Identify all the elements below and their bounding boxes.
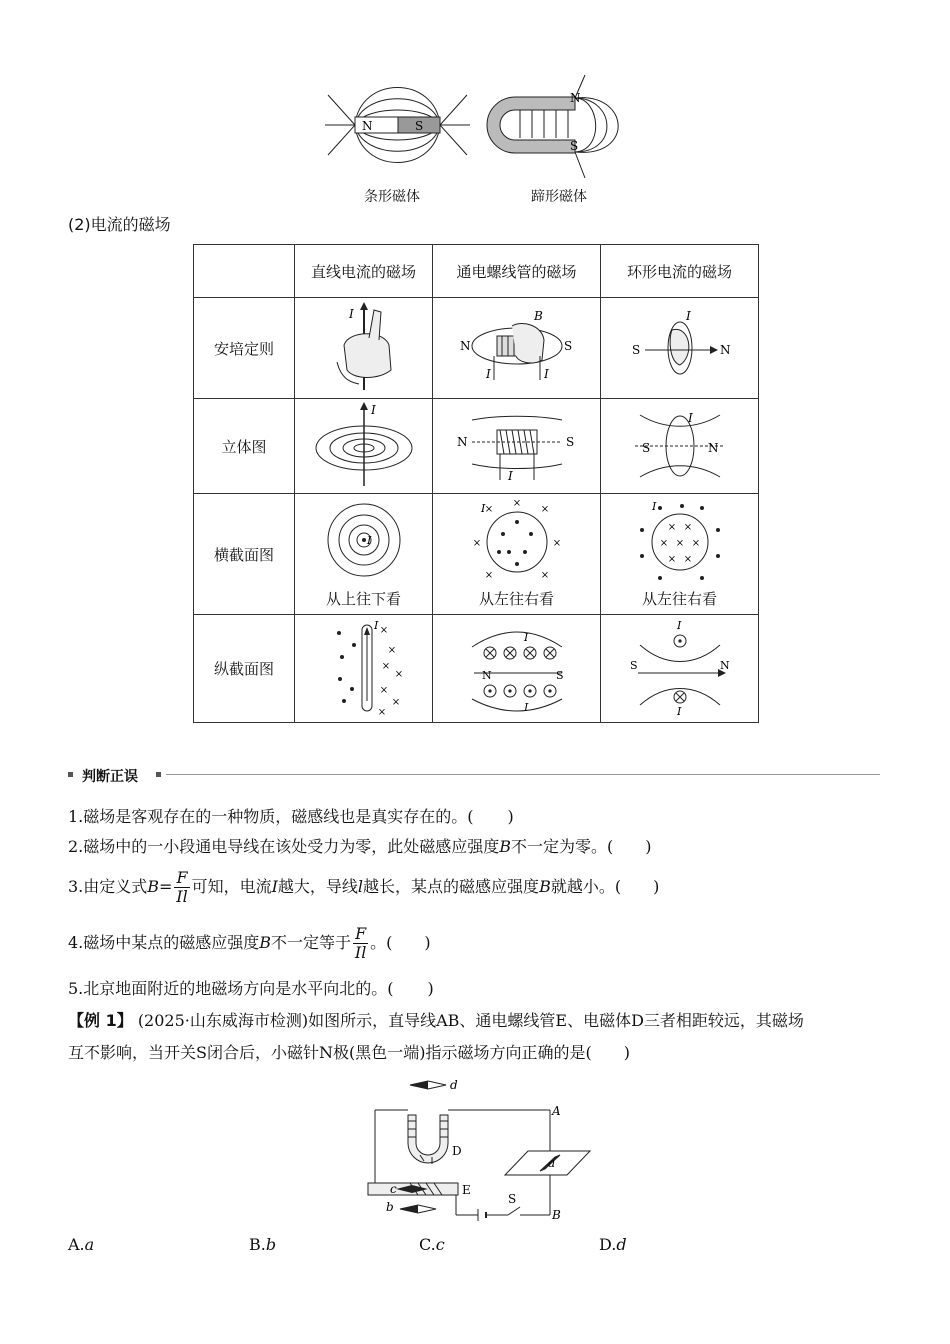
compass-d-label: d xyxy=(450,1078,458,1092)
bar-magnet-caption: 条形磁体 xyxy=(364,189,420,205)
straight-cross-diagram xyxy=(319,500,409,580)
svg-text:×: × xyxy=(391,696,400,708)
solenoid-s-label: S xyxy=(563,339,572,353)
solenoid-long-diagram xyxy=(452,617,582,717)
svg-text:×: × xyxy=(379,624,388,636)
solenoid-i-label-left: I xyxy=(485,367,491,381)
straight-long-cell xyxy=(295,615,433,723)
section-bullet-icon xyxy=(68,772,73,777)
fraction-f-over-il: $\frac{F}{Il}$ xyxy=(354,924,367,962)
loop-long-n-label: N xyxy=(719,658,730,672)
section-divider xyxy=(166,774,880,775)
row-label-3d-view: 立体图 xyxy=(194,399,295,494)
straight-3d-i-label: I xyxy=(370,403,376,417)
horseshoe-magnet-diagram xyxy=(487,75,618,178)
loop-i-label: I xyxy=(685,309,691,323)
loop-long-cell xyxy=(601,615,759,723)
svg-text:×: × xyxy=(472,537,481,549)
solenoid-n-label: N xyxy=(459,339,470,353)
straight-cross-cell xyxy=(295,494,433,615)
loop-hand-diagram xyxy=(620,300,740,392)
solenoid-3d-i-label: I xyxy=(507,469,513,483)
table-header-loop: 环形电流的磁场 xyxy=(601,245,759,298)
horseshoe-n-label: N xyxy=(570,91,581,105)
judgment-item: 2.磁场中的一小段通电导线在该处受力为零，此处磁感应强度B不一定为零。( ) xyxy=(68,837,652,856)
option-a[interactable]: A.a xyxy=(68,1235,95,1254)
loop-long-i-label-bottom: I xyxy=(676,704,681,717)
row-label-cross-section: 横截面图 xyxy=(194,494,295,615)
magnet-figures xyxy=(320,70,640,205)
loop-long-s-label: S xyxy=(629,658,638,672)
straight-long-diagram xyxy=(314,617,414,717)
compass-a-label: a xyxy=(548,1156,556,1170)
solenoid-3d-cell xyxy=(433,399,601,494)
straight-i-label: I xyxy=(348,307,354,321)
svg-text:×: × xyxy=(540,503,549,515)
svg-text:×: × xyxy=(691,537,700,549)
svg-text:×: × xyxy=(379,684,388,696)
solenoid-long-n-label: N xyxy=(481,668,492,682)
point-a-label: A xyxy=(552,1104,561,1118)
solenoid-cross-cell xyxy=(433,494,601,615)
svg-text:×: × xyxy=(394,668,403,680)
solenoid-e-label: E xyxy=(462,1183,471,1197)
svg-text:×: × xyxy=(540,569,549,580)
bar-magnet-diagram xyxy=(325,88,470,163)
straight-cross-caption: 从上往下看 xyxy=(325,589,401,608)
svg-text:×: × xyxy=(552,537,561,549)
svg-text:×: × xyxy=(675,537,684,549)
solenoid-i-label-right: I xyxy=(543,367,549,381)
compass-c-label: c xyxy=(390,1182,397,1196)
loop-long-i-label-top: I xyxy=(676,618,681,632)
example-line-2: 互不影响，当开关S闭合后，小磁针N极(黑色一端)指示磁场方向正确的是( ) xyxy=(68,1043,630,1062)
solenoid-3d-s-label: S xyxy=(565,435,574,449)
svg-text:×: × xyxy=(667,521,676,533)
current-magnetic-field-table xyxy=(193,244,759,723)
straight-3d-cell xyxy=(295,399,433,494)
solenoid-cross-i-label: I xyxy=(480,501,485,515)
electromagnet-d-label: D xyxy=(452,1144,462,1158)
loop-n-label: N xyxy=(719,343,730,357)
solenoid-long-s-label: S xyxy=(555,668,564,682)
circuit-figure xyxy=(360,1075,600,1225)
solenoid-long-cell xyxy=(433,615,601,723)
svg-text:×: × xyxy=(387,644,396,656)
option-d[interactable]: D.d xyxy=(599,1235,627,1254)
fraction-f-over-il: $\frac{F}{Il}$ xyxy=(176,868,188,906)
option-c[interactable]: C.c xyxy=(419,1235,445,1254)
point-b-label: B xyxy=(552,1208,561,1222)
solenoid-long-i-label-top: I xyxy=(523,630,528,644)
table-header-straight: 直线电流的磁场 xyxy=(295,245,433,298)
solenoid-3d-n-label: N xyxy=(456,435,467,449)
option-b[interactable]: B.b xyxy=(249,1235,277,1254)
example-question xyxy=(68,1010,888,1032)
row-label-ampere-rule: 安培定则 xyxy=(194,298,295,399)
row-label-longitudinal: 纵截面图 xyxy=(194,615,295,723)
judgment-item: 5.北京地面附近的地磁场方向是水平向北的。( ) xyxy=(68,979,434,998)
straight-3d-diagram xyxy=(309,400,419,488)
current-field-heading: (2)电流的磁场 xyxy=(68,215,171,234)
horseshoe-s-label: S xyxy=(570,139,579,153)
solenoid-hand-diagram xyxy=(452,300,582,392)
switch-s-label: S xyxy=(508,1192,517,1206)
loop-3d-i-label: I xyxy=(687,411,693,425)
judgment-item: 4.磁场中某点的磁感应强度B不一定等于 $\frac{F}{Il}$ 。( ) xyxy=(68,924,431,962)
loop-cross-cell xyxy=(601,494,759,615)
loop-3d-n-label: N xyxy=(707,441,718,455)
svg-text:×: × xyxy=(667,553,676,565)
example-tag: 【例 1】 xyxy=(68,1011,133,1030)
loop-long-diagram xyxy=(620,617,740,717)
solenoid-b-label: B xyxy=(533,309,543,323)
section-title: 判断正误 xyxy=(82,769,138,785)
svg-text:×: × xyxy=(381,660,390,672)
loop-cross-i-label: I xyxy=(651,499,656,513)
table-header-solenoid: 通电螺线管的磁场 xyxy=(433,245,601,298)
loop-cross-diagram xyxy=(630,500,730,580)
bar-n-label: N xyxy=(362,119,373,133)
loop-3d-cell xyxy=(601,399,759,494)
example-line-1: (2025·山东威海市检测)如图所示，直导线AB、通电螺线管E、电磁体D三者相距较远，其磁场 xyxy=(137,1011,804,1030)
solenoid-long-i-label-bottom: I xyxy=(523,700,528,714)
svg-text:×: × xyxy=(683,521,692,533)
compass-b-label: b xyxy=(386,1200,394,1214)
loop-s-label: S xyxy=(631,343,640,357)
bar-s-label: S xyxy=(415,119,424,133)
solenoid-3d-diagram xyxy=(452,400,582,488)
svg-text:×: × xyxy=(484,569,493,580)
svg-text:×: × xyxy=(512,499,521,509)
loop-3d-diagram xyxy=(620,400,740,488)
judgment-item: 3.由定义式B= $\frac{F}{Il}$ 可知，电流I越大，导线l越长，某点的磁感应强度B就越小。( ) xyxy=(68,868,660,906)
svg-text:×: × xyxy=(683,553,692,565)
straight-cross-i-label: I xyxy=(366,533,371,547)
solenoid-cross-caption: 从左往右看 xyxy=(478,589,554,608)
judgment-section-header xyxy=(68,766,880,784)
svg-text:×: × xyxy=(484,503,493,515)
svg-text:×: × xyxy=(377,706,386,717)
horseshoe-magnet-caption: 蹄形磁体 xyxy=(531,189,587,205)
solenoid-cross-diagram xyxy=(467,500,567,580)
straight-hand-diagram xyxy=(319,300,409,392)
judgment-item: 1.磁场是客观存在的一种物质，磁感线也是真实存在的。( ) xyxy=(68,807,514,826)
straight-ampere-cell xyxy=(295,298,433,399)
svg-text:×: × xyxy=(659,537,668,549)
section-bullet-icon xyxy=(156,772,161,777)
solenoid-ampere-cell xyxy=(433,298,601,399)
loop-3d-s-label: S xyxy=(641,441,650,455)
loop-cross-caption: 从左往右看 xyxy=(641,589,717,608)
table-header-empty xyxy=(194,245,295,298)
loop-ampere-cell xyxy=(601,298,759,399)
straight-long-i-label: I xyxy=(373,618,378,632)
